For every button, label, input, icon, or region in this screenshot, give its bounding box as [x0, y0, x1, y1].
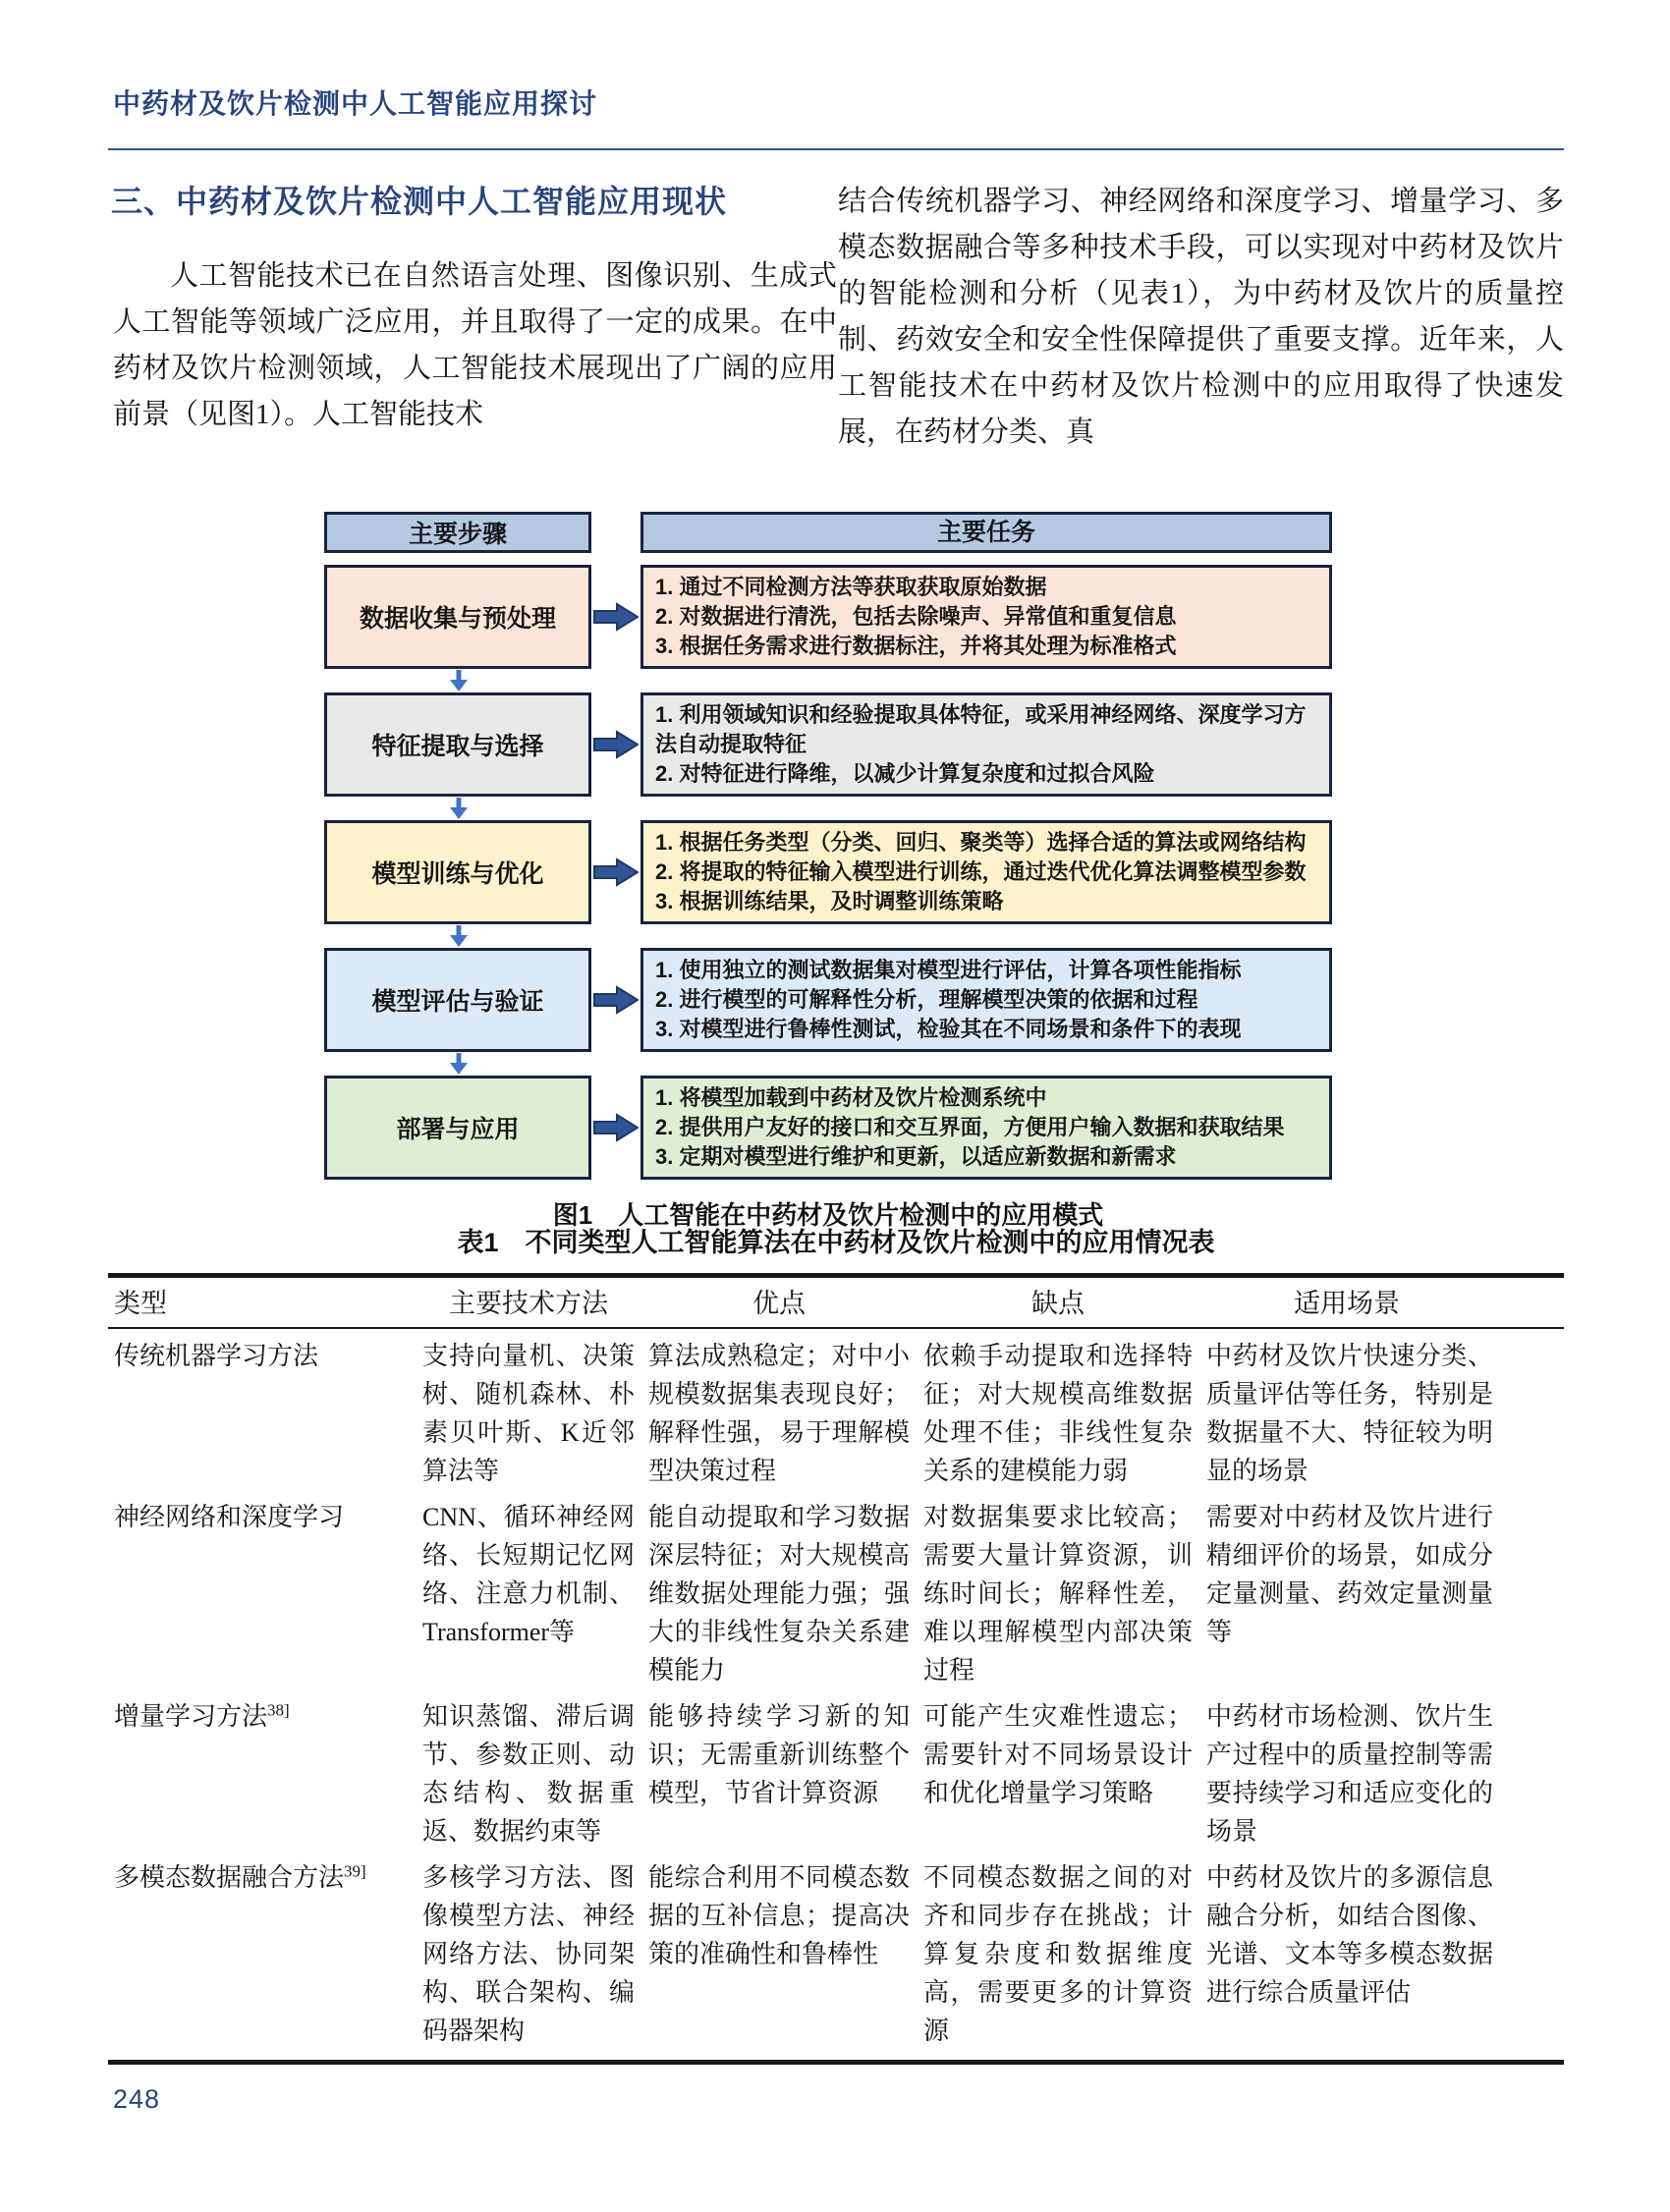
flow-row-data-collection	[324, 565, 1332, 669]
task-line: 1. 利用领域知识和经验提取具体特征，或采用神经网络、深度学习方法自动提取特征	[655, 702, 1307, 756]
down-arrow-icon	[447, 670, 471, 691]
flow-header-tasks-label: 主要任务	[936, 519, 1035, 546]
figure-caption: 图1 人工智能在中药材及饮片检测中的应用模式	[552, 1200, 1104, 1230]
algo-cons: 依赖手动提取和选择特征；对大规模高维数据处理不佳；非线性复杂关系的建模能力弱	[923, 1342, 1193, 1485]
flow-task-box	[640, 692, 1332, 797]
table-row	[108, 1858, 1564, 2050]
table-row	[108, 1498, 1564, 1689]
col-header-methods: 主要技术方法	[449, 1289, 608, 1318]
body-text-left-column: 人工智能技术已在自然语言处理、图像识别、生成式人工智能等领域广泛应用，并且取得了一定的成果。在中药材及饮片检测领域，人工智能技术展现出了广阔的应用前景（见图1）。人工智能技术	[113, 260, 837, 430]
algo-cons: 不同模态数据之间的对齐和同步存在挑战；计算复杂度和数据维度高，需要更多的计算资源	[923, 1863, 1193, 2045]
algo-scenarios: 中药材及饮片快速分类、质量评估等任务，特别是数据量不大、特征较为明显的场景	[1206, 1342, 1493, 1485]
flow-header-row	[324, 512, 1332, 553]
flow-step-label: 数据收集与预处理	[324, 565, 591, 669]
task-line: 3. 根据训练结果，及时调整训练策略	[655, 889, 1004, 913]
flow-task-box	[640, 820, 1332, 924]
algo-methods: 支持向量机、决策树、随机森林、朴素贝叶斯、K近邻算法等	[422, 1342, 635, 1485]
citation-sup: 39]	[344, 1861, 366, 1881]
algo-pros: 能综合利用不同模态数据的互补信息；提高决策的准确性和鲁棒性	[648, 1863, 910, 1968]
flow-row-model-training	[324, 820, 1332, 924]
table-row	[108, 1337, 1564, 1490]
task-line: 2. 对特征进行降维，以减少计算复杂度和过拟合风险	[655, 761, 1155, 786]
task-line: 2. 对数据进行清洗，包括去除噪声、异常值和重复信息	[655, 604, 1177, 629]
down-arrow-icon	[447, 1053, 471, 1075]
flow-task-box	[640, 1076, 1332, 1180]
right-arrow-icon	[593, 984, 639, 1016]
running-header: 中药材及饮片检测中人工智能应用探讨	[113, 88, 598, 119]
algo-type: 增量学习方法	[114, 1702, 268, 1731]
flow-row-deployment	[324, 1076, 1332, 1180]
task-line: 1. 将模型加载到中药材及饮片检测系统中	[655, 1085, 1047, 1110]
table-row	[108, 1697, 1564, 1851]
algo-scenarios: 中药材及饮片的多源信息融合分析，如结合图像、光谱、文本等多模态数据进行综合质量评估	[1206, 1863, 1493, 2007]
header-rule	[108, 148, 1564, 150]
col-header-cons: 缺点	[1031, 1289, 1085, 1318]
table-1	[108, 1221, 1564, 2065]
right-arrow-icon	[593, 1112, 639, 1143]
down-arrow-icon	[447, 925, 471, 947]
flow-header-tasks	[640, 512, 1332, 553]
algo-scenarios: 中药材市场检测、饮片生产过程中的质量控制等需要持续学习和适应变化的场景	[1206, 1702, 1493, 1846]
flow-step-label: 特征提取与选择	[324, 692, 591, 797]
algo-scenarios: 需要对中药材及饮片进行精细评价的场景，如成分定量测量、药效定量测量等	[1206, 1503, 1493, 1646]
flow-row-model-evaluation	[324, 948, 1332, 1052]
task-line: 2. 进行模型的可解释性分析，理解模型决策的依据和过程	[655, 987, 1198, 1012]
flow-step-label: 部署与应用	[324, 1076, 591, 1180]
algo-methods: 知识蒸馏、滞后调节、参数正则、动态结构、数据重返、数据约束等	[422, 1702, 635, 1846]
flow-step-label: 模型训练与优化	[324, 820, 591, 924]
right-arrow-icon	[593, 857, 639, 888]
task-line: 3. 定期对模型进行维护和更新，以适应新数据和新需求	[655, 1144, 1177, 1169]
right-arrow-icon	[593, 601, 639, 633]
col-header-pros: 优点	[752, 1289, 806, 1318]
col-header-scenarios: 适用场景	[1294, 1289, 1400, 1318]
down-arrow-icon	[447, 798, 471, 819]
task-line: 1. 根据任务类型（分类、回归、聚类等）选择合适的算法或网络结构	[655, 830, 1307, 855]
algo-pros: 算法成熟稳定；对中小规模数据集表现良好；解释性强，易于理解模型决策过程	[648, 1342, 910, 1485]
flow-step-label: 模型评估与验证	[324, 948, 591, 1052]
algo-type: 传统机器学习方法	[114, 1342, 319, 1370]
algo-methods: 多核学习方法、图像模型方法、神经网络方法、协同架构、联合架构、编码器架构	[422, 1863, 635, 2045]
algo-methods: CNN、循环神经网络、长短期记忆网络、注意力机制、Transformer等	[422, 1503, 635, 1646]
section-heading: 三、中药材及饮片检测中人工智能应用现状	[111, 184, 728, 219]
algo-cons: 可能产生灾难性遗忘；需要针对不同场景设计和优化增量学习策略	[923, 1702, 1193, 1807]
task-line: 3. 对模型进行鲁棒性测试，检验其在不同场景和条件下的表现	[655, 1017, 1242, 1041]
task-line: 2. 提供用户友好的接口和交互界面，方便用户输入数据和获取结果	[655, 1115, 1285, 1139]
citation-sup: 38]	[267, 1700, 290, 1720]
algo-type: 神经网络和深度学习	[114, 1503, 345, 1531]
body-text-right-column: 结合传统机器学习、神经网络和深度学习、增量学习、多模态数据融合等多种技术手段，可以实现对中药材及饮片的智能检测和分析（见表1），为中药材及饮片的质量控制、药效安全和安全性保障提供了重要支撑。近年来，人工智能技术在中药材及饮片检测中的应用取得了快速发展，在药材分类、真	[838, 186, 1564, 448]
flow-row-feature-extraction	[324, 692, 1332, 797]
algo-pros: 能自动提取和学习数据深层特征；对大规模高维数据处理能力强；强大的非线性复杂关系建模能力	[648, 1503, 910, 1685]
table-header-row	[108, 1278, 1564, 1329]
task-line: 3. 根据任务需求进行数据标注，并将其处理为标准格式	[655, 634, 1177, 658]
page-number: 248	[113, 2084, 161, 2114]
table-title: 表1 不同类型人工智能算法在中药材及饮片检测中的应用情况表	[457, 1228, 1215, 1257]
algo-cons: 对数据集要求比较高；需要大量计算资源，训练时间长；解释性差，难以理解模型内部决策过程	[923, 1503, 1193, 1685]
right-arrow-icon	[593, 729, 639, 760]
col-header-type: 类型	[114, 1289, 167, 1318]
task-line: 2. 将提取的特征输入模型进行训练，通过迭代优化算法调整模型参数	[655, 859, 1307, 884]
flow-task-box	[640, 565, 1332, 669]
flow-header-steps: 主要步骤	[324, 512, 591, 553]
algo-type: 多模态数据融合方法	[114, 1863, 345, 1892]
task-line: 1. 通过不同检测方法等获取获取原始数据	[655, 575, 1047, 599]
figure-flowchart	[324, 512, 1332, 1232]
flow-task-box	[640, 948, 1332, 1052]
algo-pros: 能够持续学习新的知识；无需重新训练整个模型，节省计算资源	[648, 1702, 910, 1807]
task-line: 1. 使用独立的测试数据集对模型进行评估，计算各项性能指标	[655, 958, 1242, 982]
